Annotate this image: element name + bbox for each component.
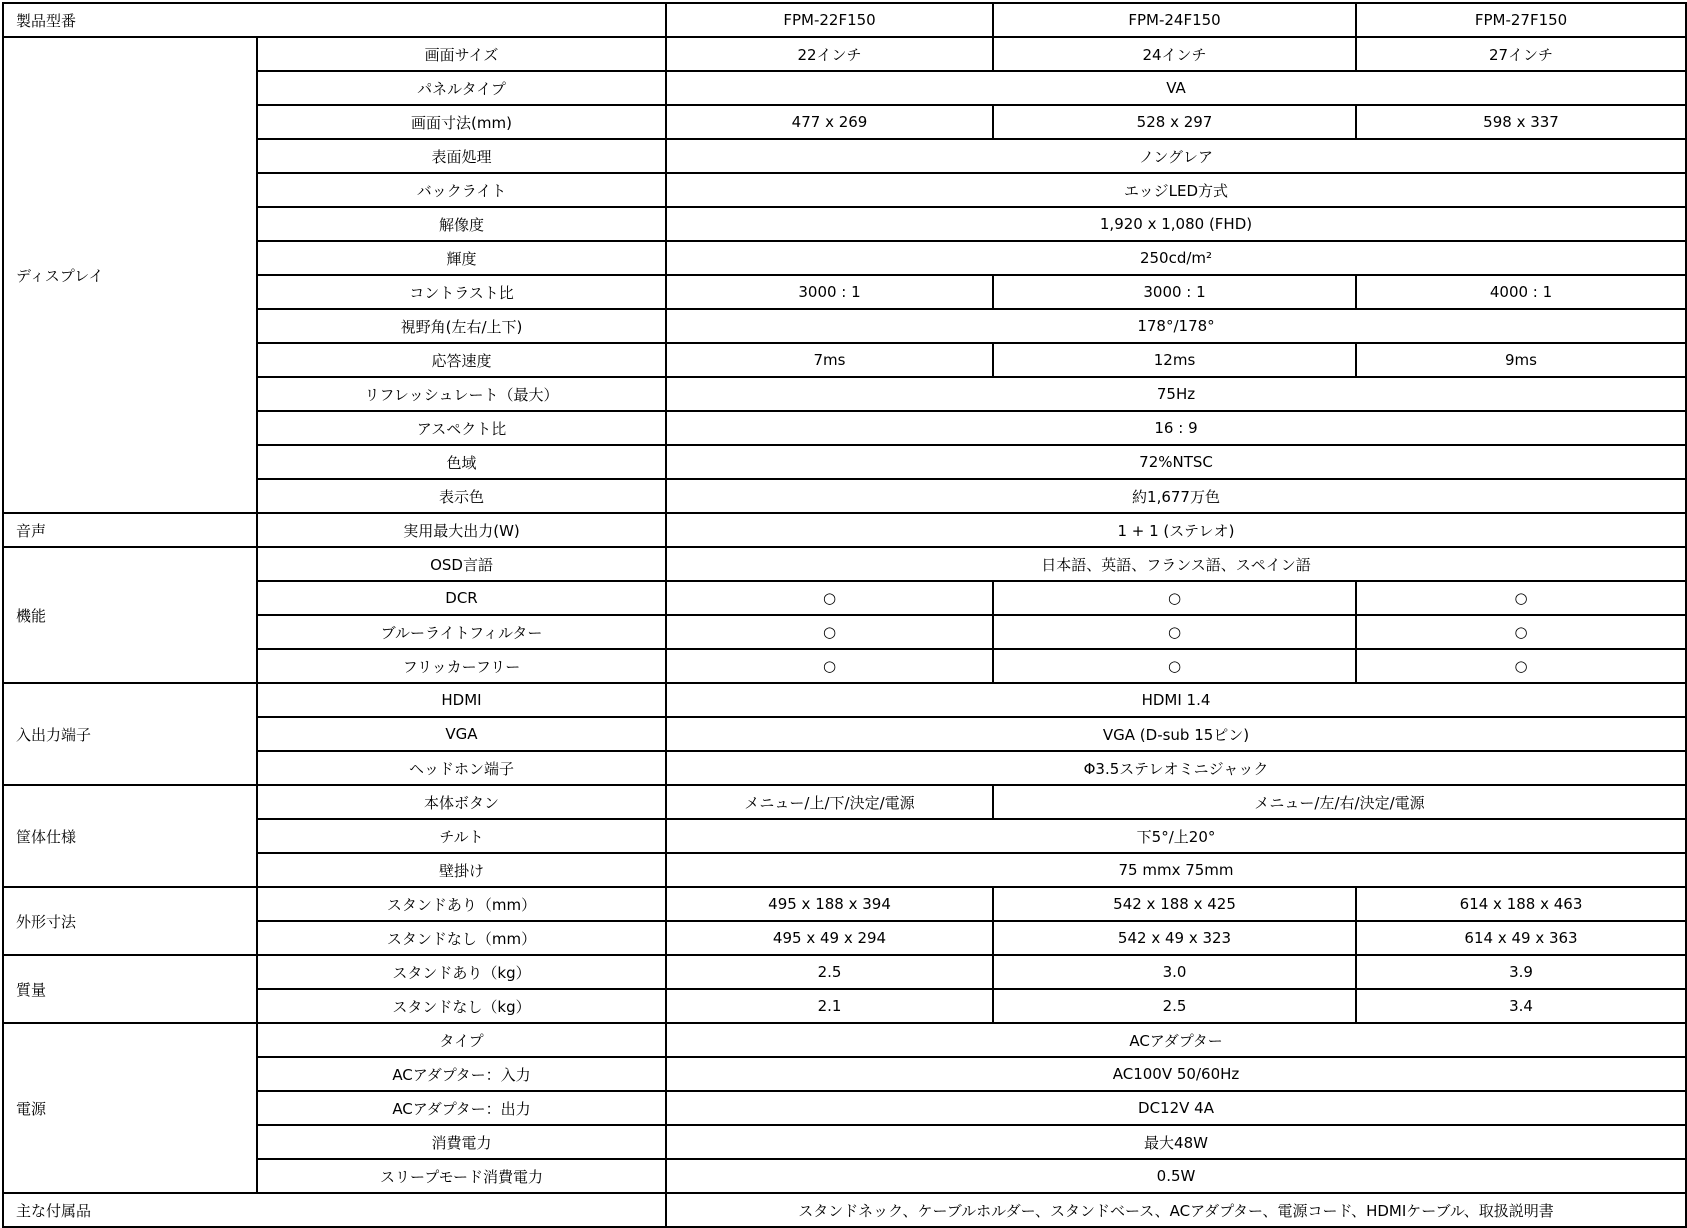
spec-label: 表面処理 bbox=[257, 139, 666, 173]
spec-value: 3000 : 1 bbox=[666, 275, 993, 309]
spec-value: 3000 : 1 bbox=[993, 275, 1356, 309]
spec-label: スリープモード消費電力 bbox=[257, 1159, 666, 1193]
spec-value: 1,920 x 1,080 (FHD) bbox=[666, 207, 1686, 241]
spec-value: ○ bbox=[993, 581, 1356, 615]
spec-value: 最大48W bbox=[666, 1125, 1686, 1159]
spec-value: ACアダプター bbox=[666, 1023, 1686, 1057]
spec-label: 表示色 bbox=[257, 479, 666, 513]
spec-label: ヘッドホン端子 bbox=[257, 751, 666, 785]
spec-label: スタンドなし（mm） bbox=[257, 921, 666, 955]
spec-row bbox=[3, 683, 1686, 717]
spec-value: DC12V 4A bbox=[666, 1091, 1686, 1125]
model-number-label: 製品型番 bbox=[3, 3, 666, 37]
spec-label: 壁掛け bbox=[257, 853, 666, 887]
spec-label: タイプ bbox=[257, 1023, 666, 1057]
spec-value: 542 x 49 x 323 bbox=[993, 921, 1356, 955]
category-label: 外形寸法 bbox=[3, 887, 257, 955]
spec-value: VGA (D-sub 15ピン) bbox=[666, 717, 1686, 751]
spec-value: 9ms bbox=[1356, 343, 1686, 377]
spec-value: 24インチ bbox=[993, 37, 1356, 71]
spec-label: ACアダプター：出力 bbox=[257, 1091, 666, 1125]
spec-row bbox=[3, 1023, 1686, 1057]
spec-table-body bbox=[3, 3, 1686, 1227]
spec-label: ブルーライトフィルター bbox=[257, 615, 666, 649]
category-label: 電源 bbox=[3, 1023, 257, 1193]
spec-table bbox=[2, 2, 1687, 1228]
spec-value: 495 x 49 x 294 bbox=[666, 921, 993, 955]
accessories-value: スタンドネック、ケーブルホルダー、スタンドベース、ACアダプター、電源コード、HDMIケーブル、取扱説明書 bbox=[666, 1193, 1686, 1227]
spec-label: バックライト bbox=[257, 173, 666, 207]
spec-value: 250cd/m² bbox=[666, 241, 1686, 275]
spec-value: 528 x 297 bbox=[993, 105, 1356, 139]
spec-label: 本体ボタン bbox=[257, 785, 666, 819]
spec-value: AC100V 50/60Hz bbox=[666, 1057, 1686, 1091]
spec-value: 日本語、英語、フランス語、スペイン語 bbox=[666, 547, 1686, 581]
spec-label: コントラスト比 bbox=[257, 275, 666, 309]
model-name: FPM-27F150 bbox=[1356, 3, 1686, 37]
spec-label: 画面サイズ bbox=[257, 37, 666, 71]
spec-value: 2.1 bbox=[666, 989, 993, 1023]
spec-label: HDMI bbox=[257, 683, 666, 717]
spec-label: スタンドあり（kg） bbox=[257, 955, 666, 989]
spec-label: ACアダプター：入力 bbox=[257, 1057, 666, 1091]
spec-row bbox=[3, 785, 1686, 819]
spec-value: ○ bbox=[1356, 649, 1686, 683]
spec-value: 72%NTSC bbox=[666, 445, 1686, 479]
spec-label: チルト bbox=[257, 819, 666, 853]
spec-label: 視野角(左右/上下) bbox=[257, 309, 666, 343]
spec-label: スタンドなし（kg） bbox=[257, 989, 666, 1023]
spec-row bbox=[3, 547, 1686, 581]
spec-value: ノングレア bbox=[666, 139, 1686, 173]
header-row bbox=[3, 3, 1686, 37]
spec-value: 614 x 188 x 463 bbox=[1356, 887, 1686, 921]
spec-value: 約1,677万色 bbox=[666, 479, 1686, 513]
spec-value: 495 x 188 x 394 bbox=[666, 887, 993, 921]
spec-value: 477 x 269 bbox=[666, 105, 993, 139]
spec-label: 輝度 bbox=[257, 241, 666, 275]
spec-label: 画面寸法(mm) bbox=[257, 105, 666, 139]
spec-label: 解像度 bbox=[257, 207, 666, 241]
spec-value: 75 mmx 75mm bbox=[666, 853, 1686, 887]
spec-value: エッジLED方式 bbox=[666, 173, 1686, 207]
spec-row bbox=[3, 37, 1686, 71]
category-label: 筐体仕様 bbox=[3, 785, 257, 887]
model-name: FPM-24F150 bbox=[993, 3, 1356, 37]
spec-label: アスペクト比 bbox=[257, 411, 666, 445]
spec-label: DCR bbox=[257, 581, 666, 615]
spec-value: メニュー/左/右/決定/電源 bbox=[993, 785, 1686, 819]
spec-label: 応答速度 bbox=[257, 343, 666, 377]
spec-row bbox=[3, 955, 1686, 989]
spec-label: フリッカーフリー bbox=[257, 649, 666, 683]
spec-label: スタンドあり（mm） bbox=[257, 887, 666, 921]
spec-value: 3.0 bbox=[993, 955, 1356, 989]
spec-value: 614 x 49 x 363 bbox=[1356, 921, 1686, 955]
spec-value: 3.9 bbox=[1356, 955, 1686, 989]
spec-value: 1 + 1 (ステレオ) bbox=[666, 513, 1686, 547]
spec-value: ○ bbox=[666, 649, 993, 683]
spec-value: メニュー/上/下/決定/電源 bbox=[666, 785, 993, 819]
spec-value: 22インチ bbox=[666, 37, 993, 71]
spec-value: 2.5 bbox=[666, 955, 993, 989]
spec-label: リフレッシュレート（最大） bbox=[257, 377, 666, 411]
spec-value: HDMI 1.4 bbox=[666, 683, 1686, 717]
model-name: FPM-22F150 bbox=[666, 3, 993, 37]
spec-value: 2.5 bbox=[993, 989, 1356, 1023]
spec-row bbox=[3, 513, 1686, 547]
spec-label: パネルタイプ bbox=[257, 71, 666, 105]
spec-value: 下5°/上20° bbox=[666, 819, 1686, 853]
spec-value: 12ms bbox=[993, 343, 1356, 377]
spec-value: 75Hz bbox=[666, 377, 1686, 411]
spec-value: ○ bbox=[666, 615, 993, 649]
spec-value: 7ms bbox=[666, 343, 993, 377]
spec-value: ○ bbox=[993, 649, 1356, 683]
spec-value: ○ bbox=[1356, 581, 1686, 615]
accessories-label: 主な付属品 bbox=[3, 1193, 666, 1227]
category-label: 音声 bbox=[3, 513, 257, 547]
category-label: 入出力端子 bbox=[3, 683, 257, 785]
category-label: ディスプレイ bbox=[3, 37, 257, 513]
spec-label: VGA bbox=[257, 717, 666, 751]
spec-label: 実用最大出力(W) bbox=[257, 513, 666, 547]
spec-label: OSD言語 bbox=[257, 547, 666, 581]
spec-value: VA bbox=[666, 71, 1686, 105]
spec-label: 色域 bbox=[257, 445, 666, 479]
spec-value: ○ bbox=[666, 581, 993, 615]
spec-value: 542 x 188 x 425 bbox=[993, 887, 1356, 921]
spec-label: 消費電力 bbox=[257, 1125, 666, 1159]
spec-value: 178°/178° bbox=[666, 309, 1686, 343]
spec-value: ○ bbox=[1356, 615, 1686, 649]
category-label: 機能 bbox=[3, 547, 257, 683]
spec-value: Φ3.5ステレオミニジャック bbox=[666, 751, 1686, 785]
spec-value: 0.5W bbox=[666, 1159, 1686, 1193]
spec-value: 3.4 bbox=[1356, 989, 1686, 1023]
spec-value: ○ bbox=[993, 615, 1356, 649]
spec-value: 598 x 337 bbox=[1356, 105, 1686, 139]
spec-value: 27インチ bbox=[1356, 37, 1686, 71]
spec-value: 16 : 9 bbox=[666, 411, 1686, 445]
spec-value: 4000 : 1 bbox=[1356, 275, 1686, 309]
category-label: 質量 bbox=[3, 955, 257, 1023]
spec-row bbox=[3, 887, 1686, 921]
